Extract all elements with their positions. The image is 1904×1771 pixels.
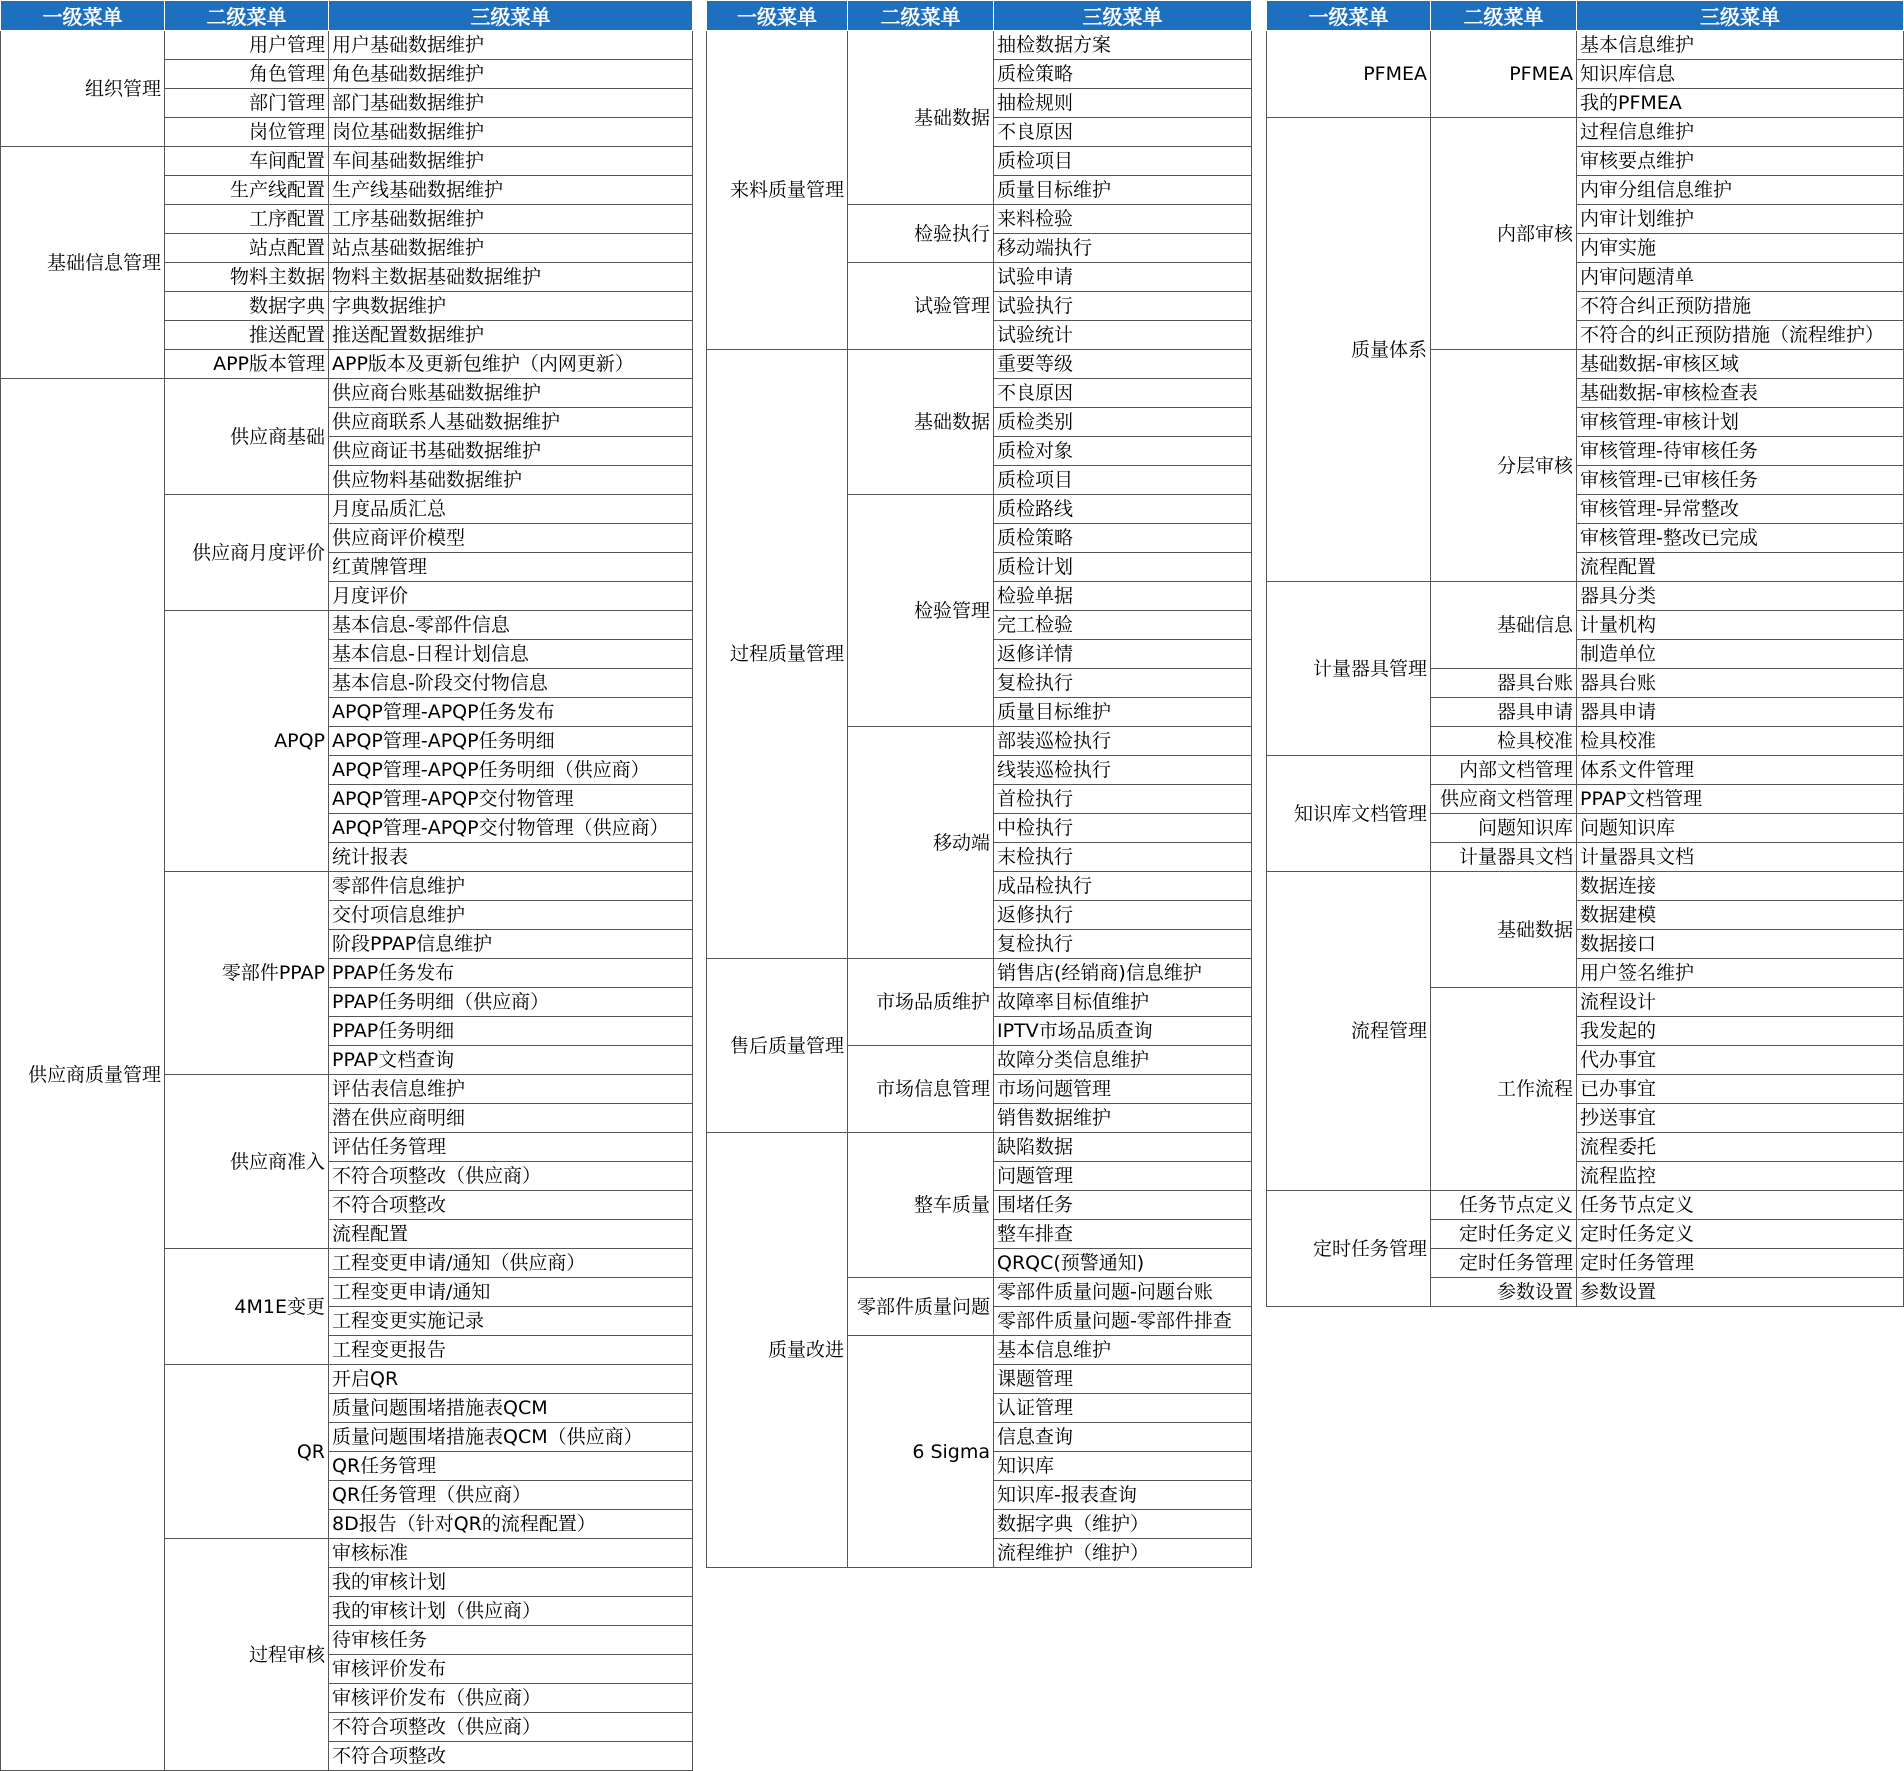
level3-menu-cell: 定时任务定义	[1577, 1220, 1904, 1249]
level3-menu-cell: 完工检验	[994, 611, 1252, 640]
level3-menu-cell: 审核管理-待审核任务	[1577, 437, 1904, 466]
level3-menu-cell: 流程设计	[1577, 988, 1904, 1017]
level3-menu-cell: 基本信息-日程计划信息	[329, 640, 693, 669]
level3-menu-cell: 器具分类	[1577, 582, 1904, 611]
menu-row	[1267, 118, 1904, 147]
level3-menu-cell: 体系文件管理	[1577, 756, 1904, 785]
level3-menu-cell: 开启QR	[329, 1365, 693, 1394]
level3-menu-cell: 工序基础数据维护	[329, 205, 693, 234]
level3-menu-cell: QRQC(预警通知)	[994, 1249, 1252, 1278]
level3-menu-cell: 供应物料基础数据维护	[329, 466, 693, 495]
level2-menu-cell: 工作流程	[1431, 988, 1577, 1191]
level3-menu-cell: 线装巡检执行	[994, 756, 1252, 785]
level2-menu-cell: 分层审核	[1431, 350, 1577, 582]
level3-menu-cell: 内审计划维护	[1577, 205, 1904, 234]
level3-menu-cell: 我的审核计划（供应商）	[329, 1597, 693, 1626]
level3-menu-cell: 站点基础数据维护	[329, 234, 693, 263]
level3-menu-cell: 潜在供应商明细	[329, 1104, 693, 1133]
level3-menu-cell: 零部件质量问题-问题台账	[994, 1278, 1252, 1307]
level3-menu-cell: 流程配置	[329, 1220, 693, 1249]
level3-menu-cell: 基本信息-阶段交付物信息	[329, 669, 693, 698]
level3-menu-cell: 流程委托	[1577, 1133, 1904, 1162]
level3-menu-cell: 问题管理	[994, 1162, 1252, 1191]
level2-menu-cell: 部门管理	[165, 89, 329, 118]
level3-menu-cell: 返修详情	[994, 640, 1252, 669]
level1-menu-cell: 定时任务管理	[1267, 1191, 1431, 1307]
level3-menu-cell: 不符合项整改	[329, 1742, 693, 1771]
header-level1: 一级菜单	[707, 1, 848, 31]
level3-menu-cell: 围堵任务	[994, 1191, 1252, 1220]
level3-menu-cell: 8D报告（针对QR的流程配置）	[329, 1510, 693, 1539]
level1-menu-cell: 来料质量管理	[707, 31, 848, 350]
level3-menu-cell: 抄送事宜	[1577, 1104, 1904, 1133]
level3-menu-cell: 交付项信息维护	[329, 901, 693, 930]
level2-menu-cell: 移动端	[848, 727, 994, 959]
level3-menu-cell: 用户签名维护	[1577, 959, 1904, 988]
level3-menu-cell: 红黄牌管理	[329, 553, 693, 582]
level2-menu-cell: 供应商准入	[165, 1075, 329, 1249]
level3-menu-cell: 市场问题管理	[994, 1075, 1252, 1104]
level3-menu-cell: 车间基础数据维护	[329, 147, 693, 176]
level3-menu-cell: 评估任务管理	[329, 1133, 693, 1162]
level3-menu-cell: 重要等级	[994, 350, 1252, 379]
level3-menu-cell: QR任务管理	[329, 1452, 693, 1481]
level1-menu-cell: 知识库文档管理	[1267, 756, 1431, 872]
level3-menu-cell: 质检策略	[994, 60, 1252, 89]
level3-menu-cell: 不符合的纠正预防措施（流程维护）	[1577, 321, 1904, 350]
level3-menu-cell: 定时任务管理	[1577, 1249, 1904, 1278]
level2-menu-cell: QR	[165, 1365, 329, 1539]
level3-menu-cell: 审核管理-审核计划	[1577, 408, 1904, 437]
menu-row	[1267, 872, 1904, 901]
level3-menu-cell: 内审分组信息维护	[1577, 176, 1904, 205]
level2-menu-cell: 供应商文档管理	[1431, 785, 1577, 814]
level3-menu-cell: 物料主数据基础数据维护	[329, 263, 693, 292]
level2-menu-cell: PFMEA	[1431, 31, 1577, 118]
level2-menu-cell: 用户管理	[165, 31, 329, 60]
level3-menu-cell: 试验统计	[994, 321, 1252, 350]
level3-menu-cell: 基础数据-审核检查表	[1577, 379, 1904, 408]
level3-menu-cell: APQP管理-APQP任务发布	[329, 698, 693, 727]
level1-menu-cell: 基础信息管理	[1, 147, 165, 379]
level2-menu-cell: 工序配置	[165, 205, 329, 234]
level3-menu-cell: 零部件信息维护	[329, 872, 693, 901]
level2-menu-cell: 基础信息	[1431, 582, 1577, 669]
level2-menu-cell: 检验执行	[848, 205, 994, 263]
level3-menu-cell: PPAP任务发布	[329, 959, 693, 988]
level3-menu-cell: 知识库-报表查询	[994, 1481, 1252, 1510]
level3-menu-cell: APQP管理-APQP交付物管理	[329, 785, 693, 814]
level1-menu-cell: 质量体系	[1267, 118, 1431, 582]
level3-menu-cell: 流程监控	[1577, 1162, 1904, 1191]
header-level2: 二级菜单	[1431, 1, 1577, 31]
level3-menu-cell: 销售店(经销商)信息维护	[994, 959, 1252, 988]
level1-menu-cell: PFMEA	[1267, 31, 1431, 118]
level1-menu-cell: 质量改进	[707, 1133, 848, 1568]
menu-table-2	[706, 0, 1252, 1568]
level3-menu-cell: 角色基础数据维护	[329, 60, 693, 89]
header-level1: 一级菜单	[1, 1, 165, 31]
level3-menu-cell: 审核标准	[329, 1539, 693, 1568]
level3-menu-cell: 数据接口	[1577, 930, 1904, 959]
level3-menu-cell: 来料检验	[994, 205, 1252, 234]
level2-menu-cell: 市场品质维护	[848, 959, 994, 1046]
level3-menu-cell: 用户基础数据维护	[329, 31, 693, 60]
level2-menu-cell: 整车质量	[848, 1133, 994, 1278]
level3-menu-cell: 月度评价	[329, 582, 693, 611]
level3-menu-cell: APQP管理-APQP任务明细（供应商）	[329, 756, 693, 785]
level3-menu-cell: 课题管理	[994, 1365, 1252, 1394]
level3-menu-cell: 质检计划	[994, 553, 1252, 582]
level3-menu-cell: 供应商证书基础数据维护	[329, 437, 693, 466]
menu-row	[707, 959, 1252, 988]
level3-menu-cell: 试验执行	[994, 292, 1252, 321]
level2-menu-cell: 计量器具文档	[1431, 843, 1577, 872]
level3-menu-cell: 检验单据	[994, 582, 1252, 611]
level2-menu-cell: 生产线配置	[165, 176, 329, 205]
level2-menu-cell: 器具申请	[1431, 698, 1577, 727]
level3-menu-cell: 销售数据维护	[994, 1104, 1252, 1133]
level3-menu-cell: 已办事宜	[1577, 1075, 1904, 1104]
level3-menu-cell: 整车排查	[994, 1220, 1252, 1249]
level3-menu-cell: 内审问题清单	[1577, 263, 1904, 292]
level3-menu-cell: 岗位基础数据维护	[329, 118, 693, 147]
level3-menu-cell: 数据字典（维护）	[994, 1510, 1252, 1539]
level3-menu-cell: 信息查询	[994, 1423, 1252, 1452]
level2-menu-cell: 基础数据	[1431, 872, 1577, 988]
level2-menu-cell: 基础数据	[848, 31, 994, 205]
level2-menu-cell: APP版本管理	[165, 350, 329, 379]
header-level2: 二级菜单	[848, 1, 994, 31]
level3-menu-cell: 待审核任务	[329, 1626, 693, 1655]
level3-menu-cell: 知识库信息	[1577, 60, 1904, 89]
level3-menu-cell: 质检策略	[994, 524, 1252, 553]
level2-menu-cell: 基础数据	[848, 350, 994, 495]
header-level2: 二级菜单	[165, 1, 329, 31]
level3-menu-cell: 不良原因	[994, 379, 1252, 408]
level2-menu-cell: 问题知识库	[1431, 814, 1577, 843]
level2-menu-cell: 市场信息管理	[848, 1046, 994, 1133]
level2-menu-cell: 物料主数据	[165, 263, 329, 292]
level2-menu-cell: 车间配置	[165, 147, 329, 176]
level3-menu-cell: 故障率目标值维护	[994, 988, 1252, 1017]
level1-menu-cell: 组织管理	[1, 31, 165, 147]
level3-menu-cell: 过程信息维护	[1577, 118, 1904, 147]
level3-menu-cell: QR任务管理（供应商）	[329, 1481, 693, 1510]
header-level1: 一级菜单	[1267, 1, 1431, 31]
level3-menu-cell: 质量问题围堵措施表QCM（供应商）	[329, 1423, 693, 1452]
level2-menu-cell: 过程审核	[165, 1539, 329, 1771]
level3-menu-cell: 参数设置	[1577, 1278, 1904, 1307]
level2-menu-cell: 数据字典	[165, 292, 329, 321]
level2-menu-cell: 零部件PPAP	[165, 872, 329, 1075]
level2-menu-cell: 内部审核	[1431, 118, 1577, 350]
level3-menu-cell: 评估表信息维护	[329, 1075, 693, 1104]
level3-menu-cell: 器具申请	[1577, 698, 1904, 727]
level3-menu-cell: 数据连接	[1577, 872, 1904, 901]
level3-menu-cell: 知识库	[994, 1452, 1252, 1481]
level3-menu-cell: 生产线基础数据维护	[329, 176, 693, 205]
level3-menu-cell: 审核管理-异常整改	[1577, 495, 1904, 524]
level3-menu-cell: PPAP任务明细	[329, 1017, 693, 1046]
level1-menu-cell: 流程管理	[1267, 872, 1431, 1191]
level3-menu-cell: 基本信息维护	[994, 1336, 1252, 1365]
level3-menu-cell: 复检执行	[994, 669, 1252, 698]
level3-menu-cell: 质检对象	[994, 437, 1252, 466]
level3-menu-cell: 供应商评价模型	[329, 524, 693, 553]
menu-row	[1267, 582, 1904, 611]
level3-menu-cell: 缺陷数据	[994, 1133, 1252, 1162]
level3-menu-cell: 字典数据维护	[329, 292, 693, 321]
level2-menu-cell: 站点配置	[165, 234, 329, 263]
level3-menu-cell: APP版本及更新包维护（内网更新）	[329, 350, 693, 379]
level3-menu-cell: 制造单位	[1577, 640, 1904, 669]
header-level3: 三级菜单	[994, 1, 1252, 31]
menu-row	[1267, 1191, 1904, 1220]
level2-menu-cell: 检具校准	[1431, 727, 1577, 756]
level3-menu-cell: 工程变更报告	[329, 1336, 693, 1365]
level3-menu-cell: 不符合纠正预防措施	[1577, 292, 1904, 321]
level3-menu-cell: 中检执行	[994, 814, 1252, 843]
level3-menu-cell: 任务节点定义	[1577, 1191, 1904, 1220]
level3-menu-cell: 月度品质汇总	[329, 495, 693, 524]
level3-menu-cell: 审核评价发布	[329, 1655, 693, 1684]
level3-menu-cell: 不符合项整改	[329, 1191, 693, 1220]
level3-menu-cell: 质检项目	[994, 147, 1252, 176]
menu-row	[707, 1133, 1252, 1162]
level3-menu-cell: 抽检规则	[994, 89, 1252, 118]
level3-menu-cell: 基础数据-审核区域	[1577, 350, 1904, 379]
level3-menu-cell: 质检类别	[994, 408, 1252, 437]
level3-menu-cell: 返修执行	[994, 901, 1252, 930]
level3-menu-cell: 检具校准	[1577, 727, 1904, 756]
level3-menu-cell: 流程配置	[1577, 553, 1904, 582]
level3-menu-cell: 审核评价发布（供应商）	[329, 1684, 693, 1713]
level3-menu-cell: 质量目标维护	[994, 698, 1252, 727]
level2-menu-cell: 器具台账	[1431, 669, 1577, 698]
menu-table-3	[1266, 0, 1904, 1307]
menu-table-1	[0, 0, 693, 1771]
level3-menu-cell: 审核管理-已审核任务	[1577, 466, 1904, 495]
menu-row	[1, 31, 693, 60]
level3-menu-cell: 审核管理-整改已完成	[1577, 524, 1904, 553]
level3-menu-cell: 基本信息维护	[1577, 31, 1904, 60]
level3-menu-cell: 供应商联系人基础数据维护	[329, 408, 693, 437]
level3-menu-cell: 问题知识库	[1577, 814, 1904, 843]
level3-menu-cell: 计量器具文档	[1577, 843, 1904, 872]
level3-menu-cell: 移动端执行	[994, 234, 1252, 263]
level2-menu-cell: 试验管理	[848, 263, 994, 350]
menu-row	[707, 350, 1252, 379]
level3-menu-cell: 质量目标维护	[994, 176, 1252, 205]
menu-row	[1267, 756, 1904, 785]
level1-menu-cell: 计量器具管理	[1267, 582, 1431, 756]
level2-menu-cell: 参数设置	[1431, 1278, 1577, 1307]
level3-menu-cell: 工程变更实施记录	[329, 1307, 693, 1336]
level3-menu-cell: 内审实施	[1577, 234, 1904, 263]
level3-menu-cell: APQP管理-APQP交付物管理（供应商）	[329, 814, 693, 843]
level2-menu-cell: 4M1E变更	[165, 1249, 329, 1365]
level3-menu-cell: APQP管理-APQP任务明细	[329, 727, 693, 756]
level3-menu-cell: 末检执行	[994, 843, 1252, 872]
header-level3: 三级菜单	[1577, 1, 1904, 31]
level3-menu-cell: 不符合项整改（供应商）	[329, 1713, 693, 1742]
level3-menu-cell: 器具台账	[1577, 669, 1904, 698]
level3-menu-cell: 工程变更申请/通知（供应商）	[329, 1249, 693, 1278]
level3-menu-cell: 数据建模	[1577, 901, 1904, 930]
level3-menu-cell: 我的审核计划	[329, 1568, 693, 1597]
level3-menu-cell: 工程变更申请/通知	[329, 1278, 693, 1307]
level2-menu-cell: 岗位管理	[165, 118, 329, 147]
level3-menu-cell: 零部件质量问题-零部件排查	[994, 1307, 1252, 1336]
level2-menu-cell: 内部文档管理	[1431, 756, 1577, 785]
level2-menu-cell: 供应商月度评价	[165, 495, 329, 611]
level3-menu-cell: IPTV市场品质查询	[994, 1017, 1252, 1046]
level3-menu-cell: 基本信息-零部件信息	[329, 611, 693, 640]
header-level3: 三级菜单	[329, 1, 693, 31]
level3-menu-cell: 试验申请	[994, 263, 1252, 292]
level2-menu-cell: 角色管理	[165, 60, 329, 89]
level3-menu-cell: 认证管理	[994, 1394, 1252, 1423]
level2-menu-cell: 任务节点定义	[1431, 1191, 1577, 1220]
level3-menu-cell: 代办事宜	[1577, 1046, 1904, 1075]
level2-menu-cell: 6 Sigma	[848, 1336, 994, 1568]
level3-menu-cell: PPAP文档查询	[329, 1046, 693, 1075]
level3-menu-cell: 首检执行	[994, 785, 1252, 814]
level3-menu-cell: PPAP文档管理	[1577, 785, 1904, 814]
level3-menu-cell: 复检执行	[994, 930, 1252, 959]
level2-menu-cell: 定时任务定义	[1431, 1220, 1577, 1249]
level2-menu-cell: 零部件质量问题	[848, 1278, 994, 1336]
level2-menu-cell: APQP	[165, 611, 329, 872]
level3-menu-cell: 推送配置数据维护	[329, 321, 693, 350]
level3-menu-cell: 质检项目	[994, 466, 1252, 495]
menu-row	[707, 31, 1252, 60]
level3-menu-cell: 质量问题围堵措施表QCM	[329, 1394, 693, 1423]
level3-menu-cell: 成品检执行	[994, 872, 1252, 901]
menu-row	[1, 379, 693, 408]
level3-menu-cell: 质检路线	[994, 495, 1252, 524]
level3-menu-cell: 部门基础数据维护	[329, 89, 693, 118]
level3-menu-cell: 计量机构	[1577, 611, 1904, 640]
level3-menu-cell: 不良原因	[994, 118, 1252, 147]
level3-menu-cell: 抽检数据方案	[994, 31, 1252, 60]
level3-menu-cell: 流程维护（维护）	[994, 1539, 1252, 1568]
level3-menu-cell: 阶段PPAP信息维护	[329, 930, 693, 959]
level3-menu-cell: 审核要点维护	[1577, 147, 1904, 176]
level3-menu-cell: 我发起的	[1577, 1017, 1904, 1046]
level3-menu-cell: 我的PFMEA	[1577, 89, 1904, 118]
level1-menu-cell: 过程质量管理	[707, 350, 848, 959]
level3-menu-cell: 统计报表	[329, 843, 693, 872]
menu-row	[1, 147, 693, 176]
level1-menu-cell: 售后质量管理	[707, 959, 848, 1133]
level3-menu-cell: 故障分类信息维护	[994, 1046, 1252, 1075]
level1-menu-cell: 供应商质量管理	[1, 379, 165, 1771]
level2-menu-cell: 检验管理	[848, 495, 994, 727]
menu-row	[1267, 31, 1904, 60]
level3-menu-cell: 供应商台账基础数据维护	[329, 379, 693, 408]
level3-menu-cell: 不符合项整改（供应商）	[329, 1162, 693, 1191]
level3-menu-cell: 部装巡检执行	[994, 727, 1252, 756]
level2-menu-cell: 定时任务管理	[1431, 1249, 1577, 1278]
level2-menu-cell: 推送配置	[165, 321, 329, 350]
level3-menu-cell: PPAP任务明细（供应商）	[329, 988, 693, 1017]
level2-menu-cell: 供应商基础	[165, 379, 329, 495]
